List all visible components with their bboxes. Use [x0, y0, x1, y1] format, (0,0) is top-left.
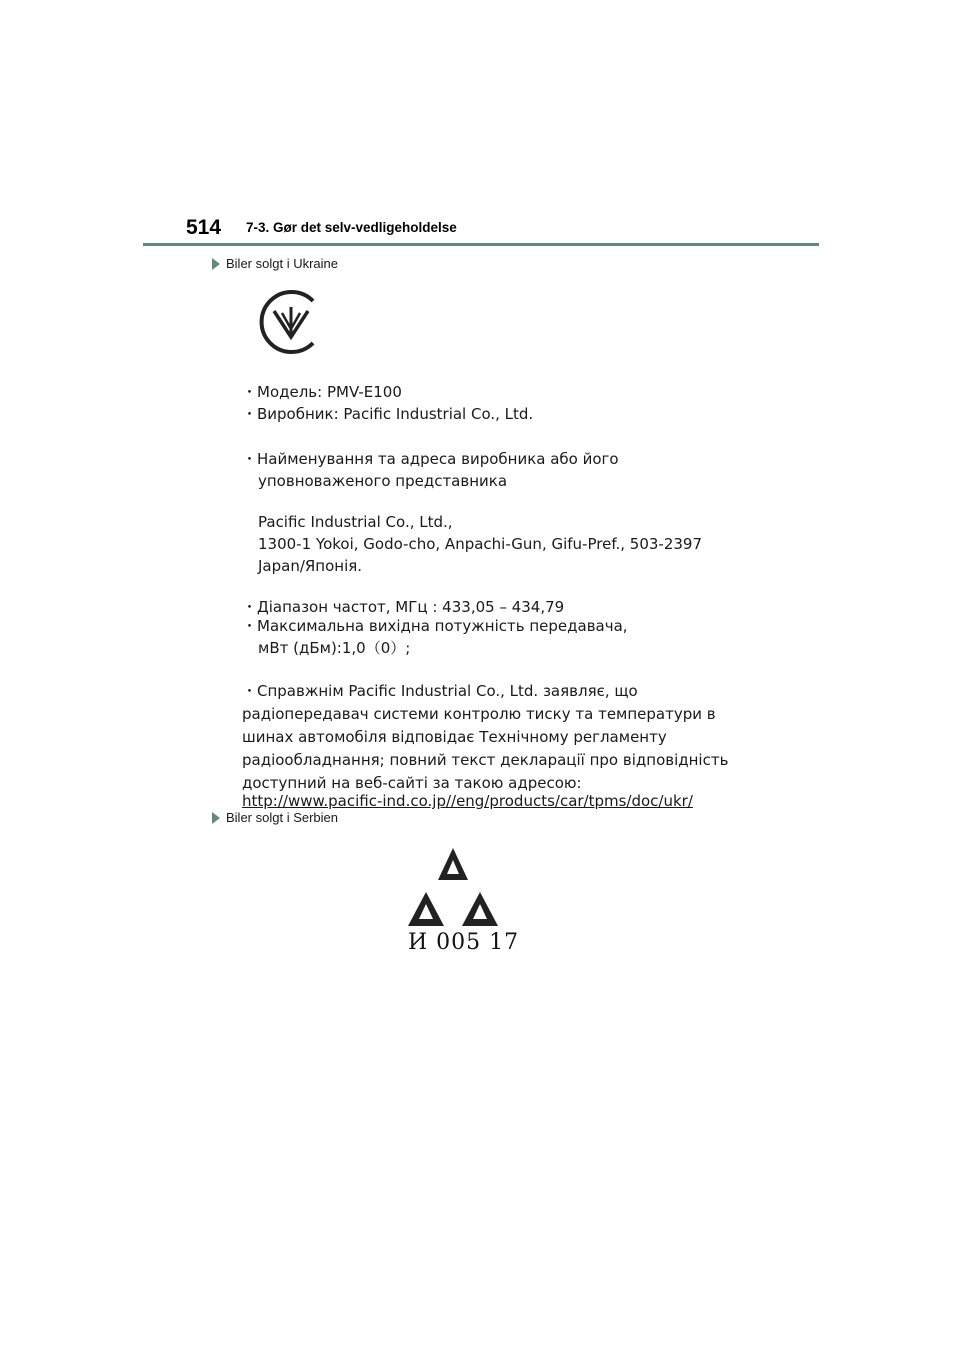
address-street: 1300-1 Yokoi, Godo-cho, Anpachi-Gun, Gifu-Pref., 503-2397	[258, 535, 703, 553]
power-line: ・Максимальна вихідна потужність передавача,	[242, 617, 628, 635]
declaration-url[interactable]: http://www.pacific-ind.co.jp//eng/products/car/tpms/doc/ukr/	[242, 792, 693, 810]
declaration-line-2: радіопередавач системи контролю тиску та температури в	[242, 705, 716, 723]
address-country: Japan/Японія.	[258, 557, 363, 575]
ukraine-heading	[212, 256, 338, 271]
representative-line-2: уповноваженого представника	[258, 472, 508, 490]
serbia-heading-label: Biler solgt i Serbien	[226, 810, 338, 825]
model-line: ・Модель: PMV-E100	[242, 383, 402, 401]
page-number: 514	[186, 216, 222, 239]
serbian-mark-code: И 005 17	[408, 930, 520, 955]
section-title: 7-3. Gør det selv-vedligeholdelse	[246, 220, 457, 235]
address-company: Pacific Industrial Co., Ltd.,	[258, 513, 453, 531]
triangle-bullet-icon	[212, 812, 220, 824]
serbia-heading	[212, 810, 338, 825]
ukraine-heading-label: Biler solgt i Ukraine	[226, 256, 338, 271]
frequency-line: ・Діапазон частот, МГц : 433,05 – 434,79	[242, 598, 565, 616]
representative-line: ・Найменування та адреса виробника або його	[242, 450, 619, 468]
ukrainian-conformity-mark-icon	[258, 289, 324, 355]
manufacturer-line: ・Виробник: Pacific Industrial Co., Ltd.	[242, 405, 534, 423]
declaration-line-4: радіообладнання; повний текст декларації про відповідність	[242, 751, 729, 769]
header-divider	[143, 243, 819, 246]
declaration-line-3: шинах автомобіля відповідає Технічному регламенту	[242, 728, 667, 746]
declaration-line-5: доступний на веб-сайті за такою адресою:	[242, 774, 582, 792]
power-line-2: мВт (дБм):1,0（0）;	[258, 639, 411, 657]
triangle-bullet-icon	[212, 258, 220, 270]
declaration-line-1: ・Справжнім Pacific Industrial Co., Ltd. заявляє, що	[242, 682, 638, 700]
